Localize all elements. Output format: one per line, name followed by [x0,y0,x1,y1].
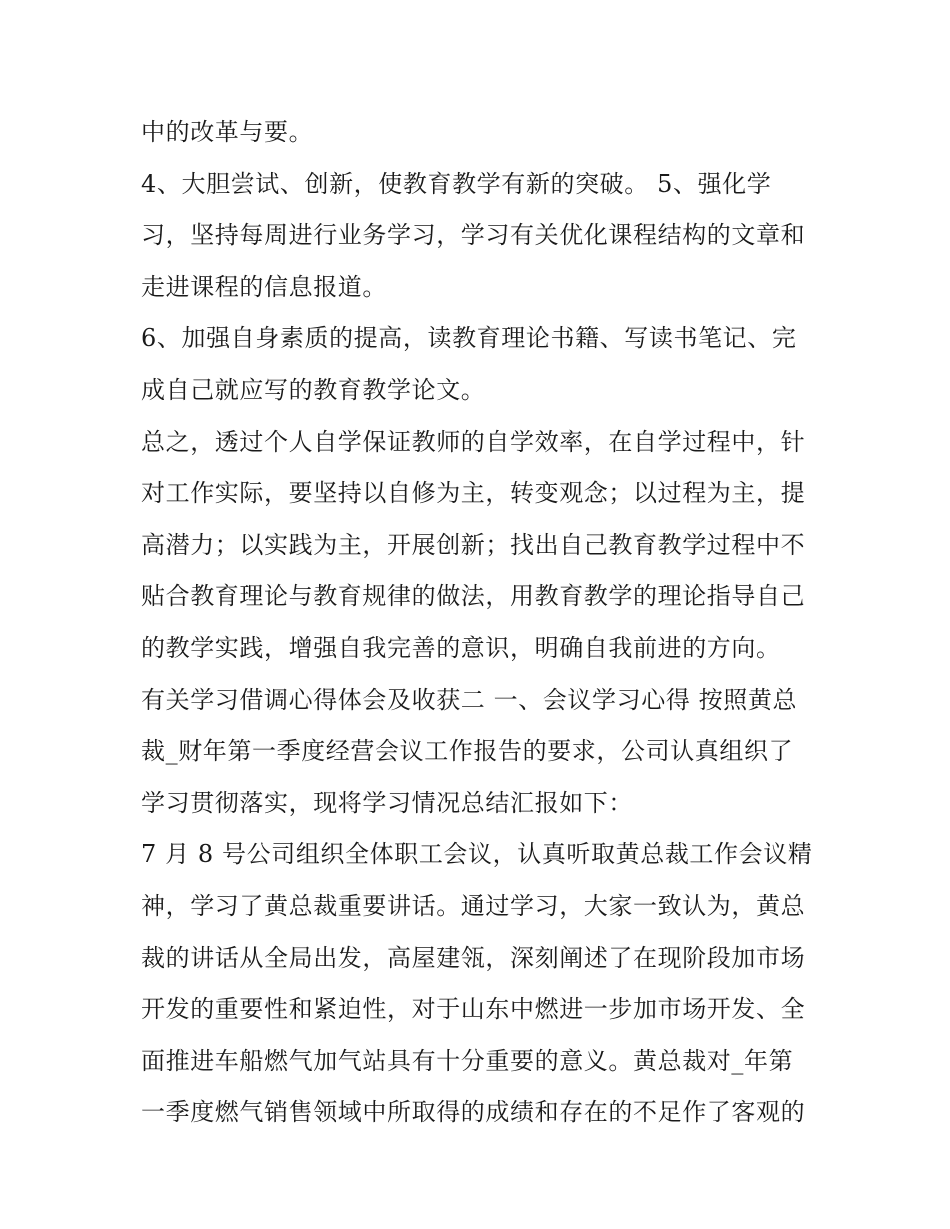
text-line: 学习贯彻落实，现将学习情况总结汇报如下： [141,788,633,817]
text-line: 的教学实践，增强自我完善的意识，明确自我前进的方向。 [141,633,781,662]
text-line: 神，学习了黄总裁重要讲话。通过学习，大家一致认为，黄总 [141,891,806,920]
text-line: 习，坚持每周进行业务学习，学习有关优化课程结构的文章和 [141,221,806,250]
text-line: 对工作实际，要坚持以自修为主，转变观念；以过程为主，提 [141,479,806,508]
text-line: 一季度燃气销售领域中所取得的成绩和存在的不足作了客观的 [141,1098,806,1127]
text-line: 面推进车船燃气加气站具有十分重要的意义。黄总裁对_年第 [141,1046,794,1075]
text-line: 高潜力；以实践为主，开展创新；找出自己教育教学过程中不 [141,530,806,559]
text-line: 4、大胆尝试、创新，使教育教学有新的突破。 5、强化学 [141,169,772,198]
text-line: 成自己就应写的教育教学论文。 [141,375,486,404]
text-line: 裁_财年第一季度经营会议工作报告的要求，公司认真组织了 [141,737,794,766]
text-line: 贴合教育理论与教育规律的做法，用教育教学的理论指导自己 [141,582,806,611]
text-line: 7 月 8 号公司组织全体职工会议，认真听取黄总裁工作会议精 [141,840,813,869]
document-body [141,107,821,1139]
text-line: 裁的讲话从全局出发，高屋建瓴，深刻阐述了在现阶段加市场 [141,943,806,972]
text-line: 6、加强自身素质的提高，读教育理论书籍、写读书笔记、完 [141,324,797,353]
text-line: 开发的重要性和紧迫性，对于山东中燃进一步加市场开发、全 [141,995,806,1024]
text-line: 中的改革与要。 [141,118,314,146]
text-line: 总之，透过个人自学保证教师的自学效率，在自学过程中，针 [141,427,806,456]
text-line: 走进课程的信息报道。 [141,272,387,301]
text-line: 有关学习借调心得体会及收获二 一、会议学习心得 按照黄总 [141,685,798,714]
